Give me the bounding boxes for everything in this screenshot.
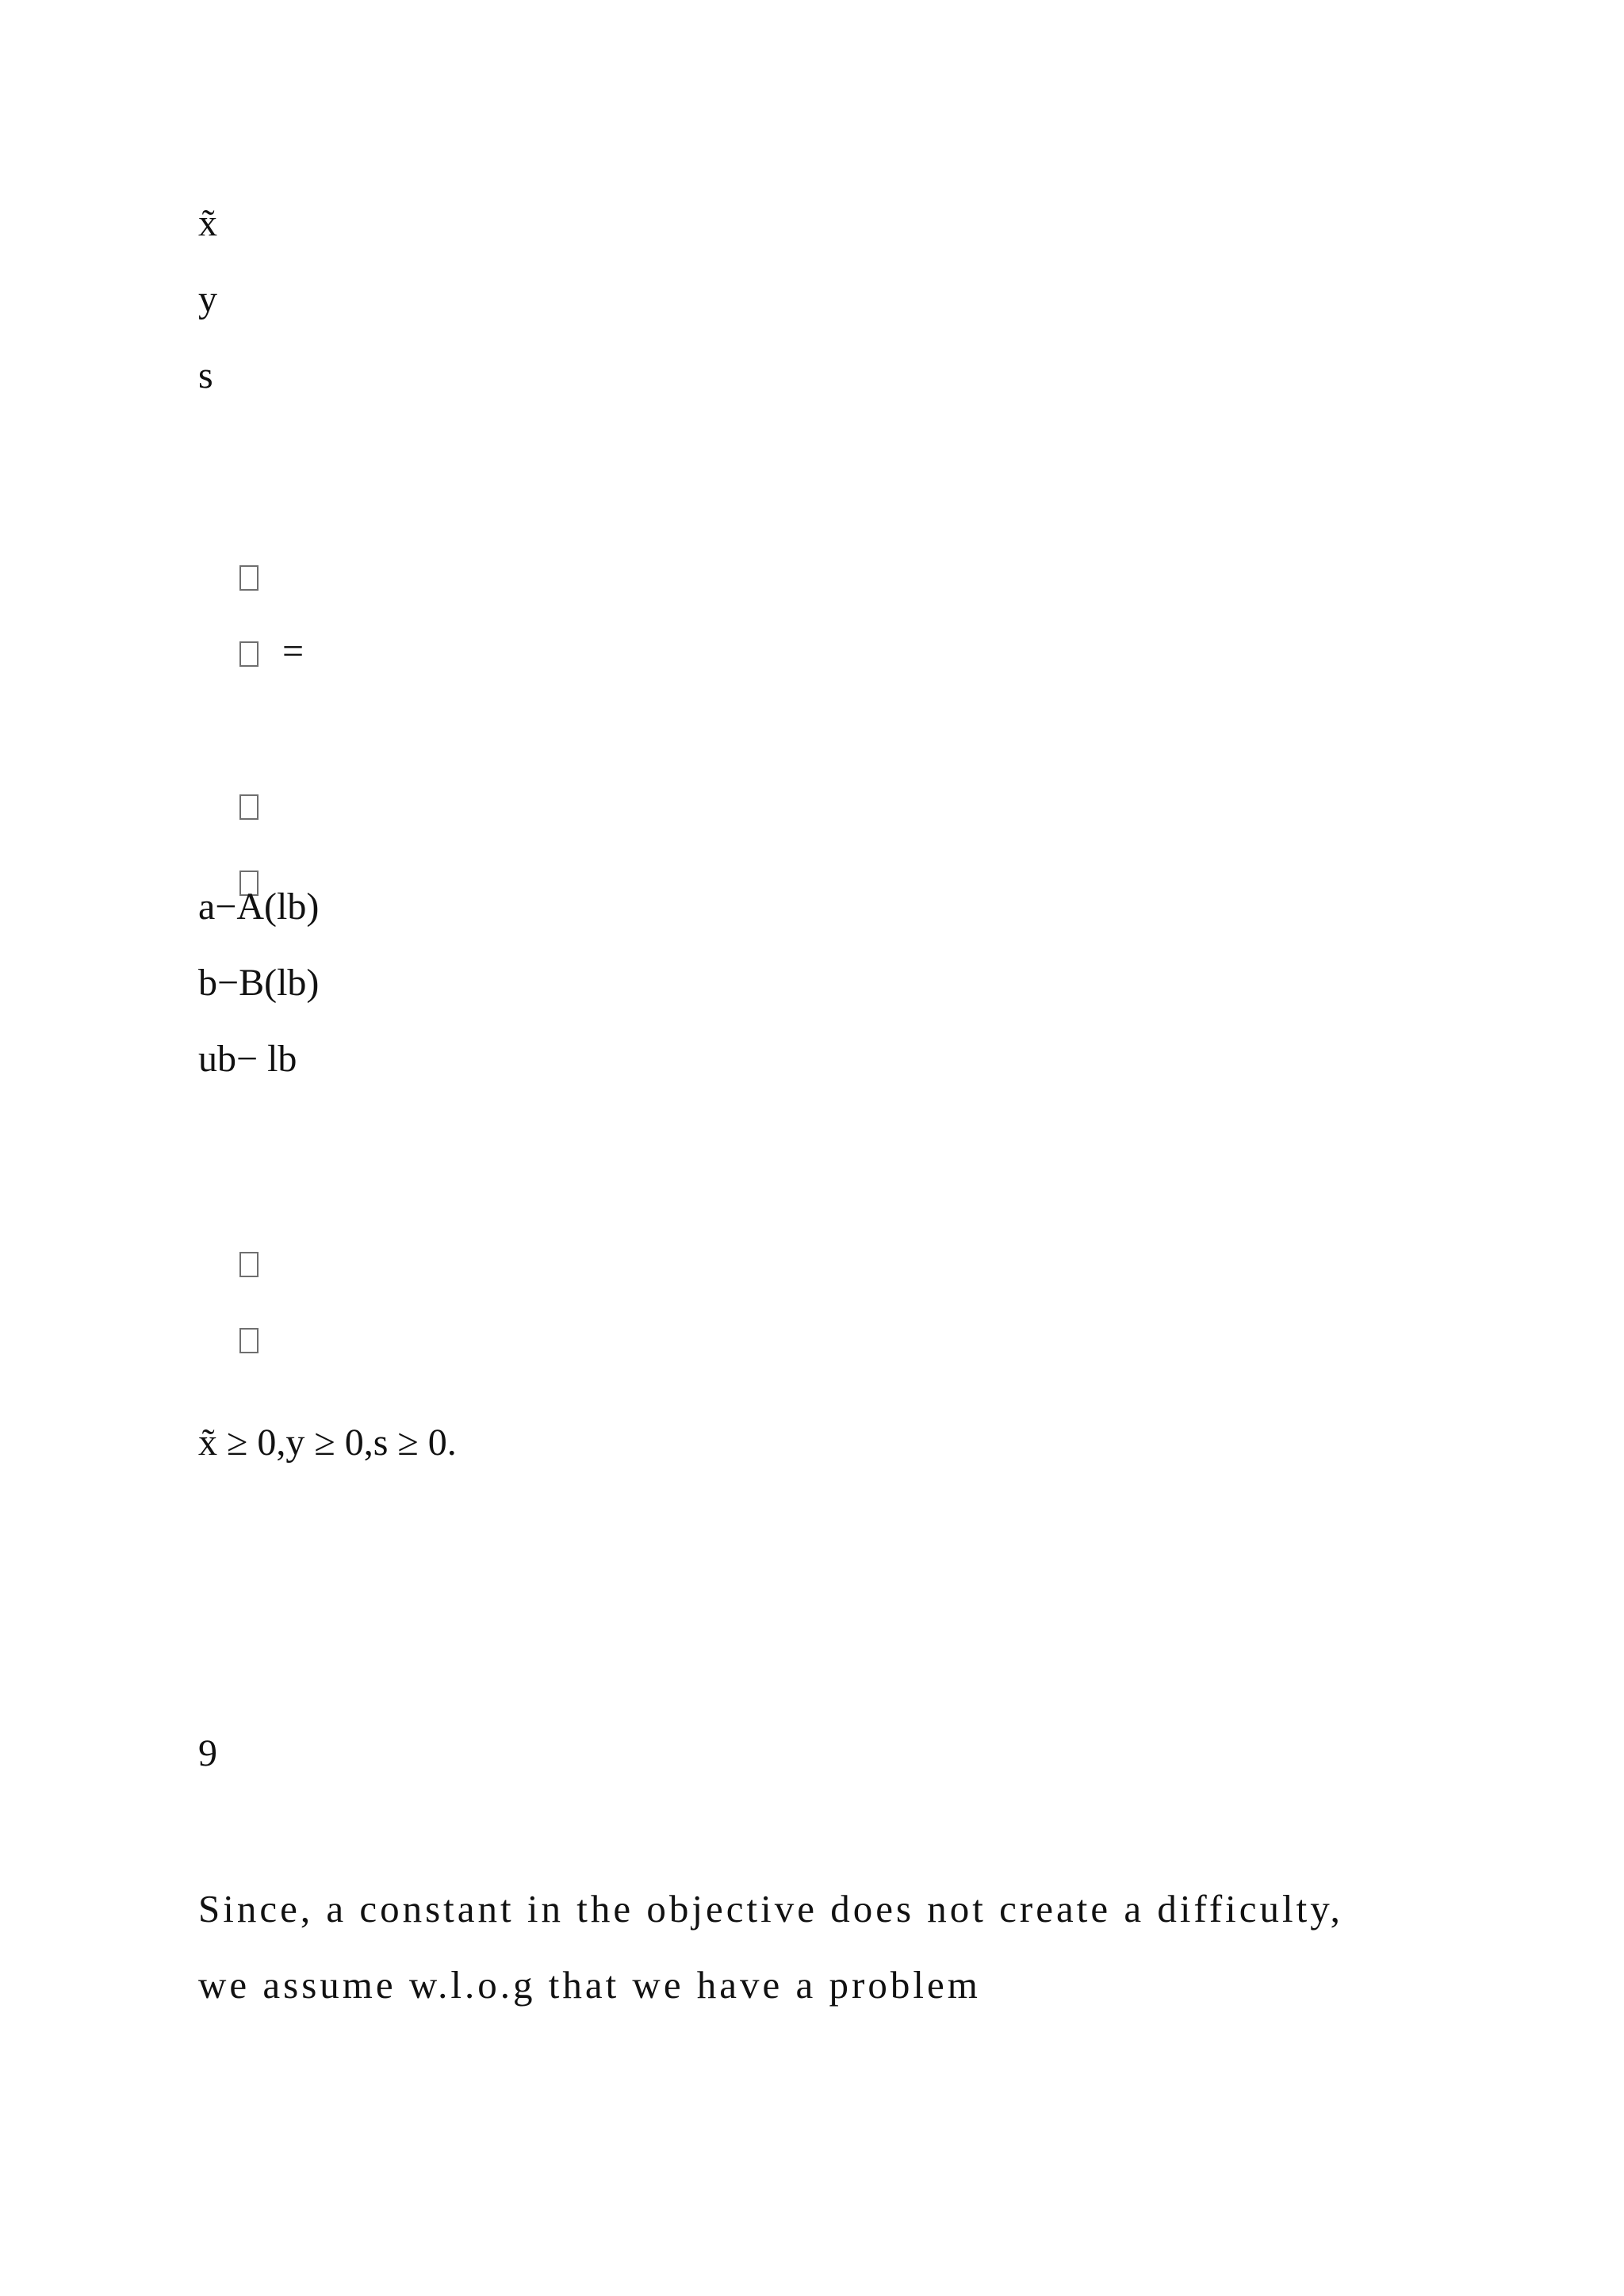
equals-sign: = (282, 630, 304, 672)
rhs-row-2: b−B(lb) (198, 962, 320, 1004)
missing-glyph-box (239, 641, 259, 667)
rhs-row-1: a−A(lb) (198, 886, 320, 928)
paragraph-line-1: Since, a constant in the objective does not create a difficulty, (198, 1887, 1343, 1931)
variable-x-tilde: x̃ (198, 202, 217, 244)
missing-glyph-row-5 (198, 1267, 259, 1410)
missing-glyph-box (239, 1328, 259, 1353)
variable-s: s (198, 354, 213, 396)
rhs-row-3: ub− lb (198, 1038, 297, 1080)
nonnegativity-constraint: x̃ ≥ 0,y ≥ 0,s ≥ 0. (198, 1422, 457, 1464)
equation-equals-row (198, 580, 304, 723)
variable-y: y (198, 278, 217, 320)
missing-glyph-row-3 (198, 809, 259, 952)
paragraph-line-2: we assume w.l.o.g that we have a problem (198, 1963, 981, 2007)
page-number: 9 (198, 1732, 217, 1774)
